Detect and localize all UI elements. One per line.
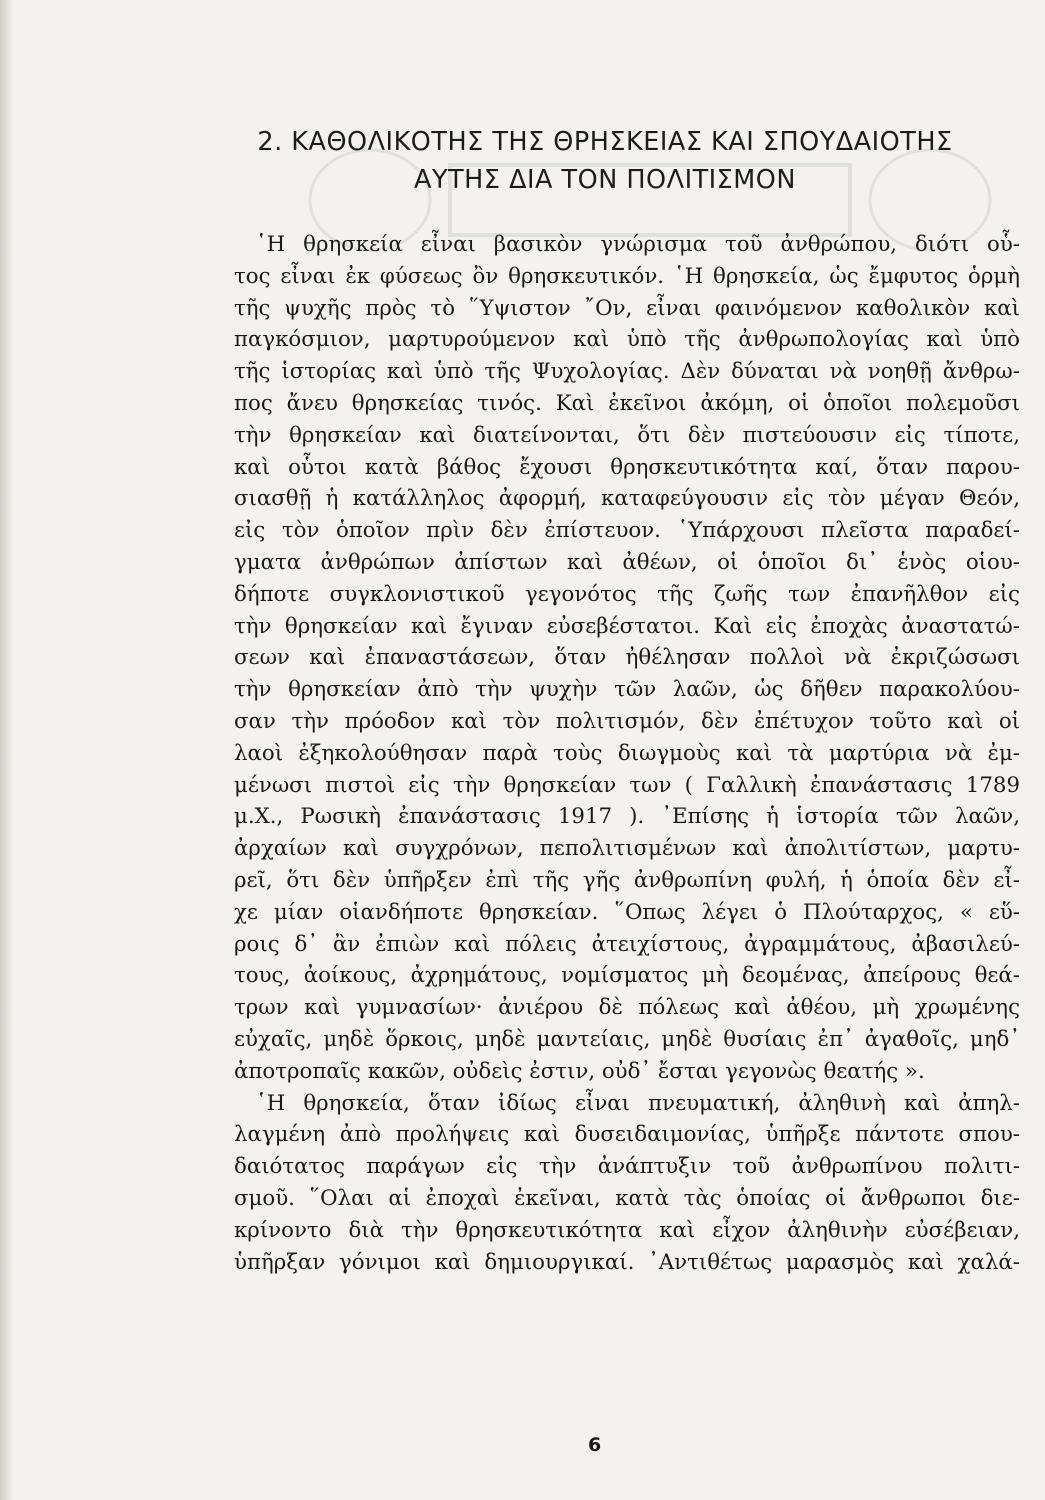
text-line: εὐχαῖς, μηδὲ ὅρκοις, μηδὲ μαντείαις, μηδὲ θυσίαις ἐπ᾽ ἀγαθοῖς, μηδ᾽ bbox=[234, 1026, 1020, 1052]
text-line: τους, ἀοίκους, ἀχρημάτους, νομίσματος μὴ δεομένας, ἀπείρους θεά- bbox=[234, 963, 1020, 989]
text-line: εἰς τὸν ὁποῖον πρὶν δὲν ἐπίστευον. ῾Υπάρχουσι πλεῖστα παραδεί- bbox=[234, 518, 1020, 544]
text-line: τὴν θρησκείαν ἀπὸ τὴν ψυχὴν τῶν λαῶν, ὡς δῆθεν παρακολύου- bbox=[234, 677, 1020, 703]
text-line: ροις δ᾽ ἂν ἐπιὼν καὶ πόλεις ἀτειχίστους, ἀγραμμάτους, ἀβασιλεύ- bbox=[234, 931, 1020, 957]
page-edge-shadow bbox=[0, 0, 14, 1500]
text-line: μένωσι πιστοὶ εἰς τὴν θρησκείαν των ( Γαλλικὴ ἐπανάστασις 1789 bbox=[234, 772, 1020, 798]
text-line: τος εἶναι ἐκ φύσεως ὂν θρησκευτικόν. ῾Η θρησκεία, ὡς ἔμφυτος ὁρμὴ bbox=[234, 263, 1020, 289]
page-number: 6 bbox=[588, 1434, 602, 1456]
text-line: δήποτε συγκλονιστικοῦ γεγονότος τῆς ζωῆς των ἐπανῆλθον εἰς bbox=[234, 581, 1020, 607]
text-line: ἀρχαίων καὶ συγχρόνων, πεπολιτισμένων καὶ ἀπολιτίστων, μαρτυ- bbox=[234, 836, 1020, 862]
text-line: καὶ οὗτοι κατὰ βάθος ἔχουσι θρησκευτικότητα καί, ὅταν παρου- bbox=[234, 454, 1020, 480]
text-line: μ.Χ., Ρωσικὴ ἐπανάστασις 1917 ). ᾿Επίσης ἡ ἱστορία τῶν λαῶν, bbox=[234, 804, 1020, 830]
text-line: τῆς ἱστορίας καὶ ὑπὸ τῆς Ψυχολογίας. Δὲν δύναται νὰ νοηθῇ ἄνθρω- bbox=[234, 359, 1020, 385]
text-line: σαν τὴν πρόοδον καὶ τὸν πολιτισμόν, δὲν ἐπέτυχον τοῦτο καὶ οἱ bbox=[234, 708, 1020, 734]
text-line: ῾Η θρησκεία εἶναι βασικὸν γνώρισμα τοῦ ἀνθρώπου, διότι οὗ- bbox=[256, 232, 1020, 257]
text-line: ῾Η θρησκεία, ὅταν ἰδίως εἶναι πνευματική, ἀληθινὴ καὶ ἀπηλ- bbox=[256, 1090, 1020, 1116]
text-line: χε μίαν οἱανδήποτε θρησκείαν. ῞Οπως λέγει ὁ Πλούταρχος, « εὕ- bbox=[234, 899, 1020, 925]
text-line: ὑπῆρξαν γόνιμοι καὶ δημιουργικαί. ᾿Αντιθέτως μαρασμὸς καὶ χαλά- bbox=[234, 1249, 1020, 1275]
text-line: πος ἄνευ θρησκείας τινός. Καὶ ἐκεῖνοι ἀκόμη, οἱ ὁποῖοι πολεμοῦσι bbox=[234, 390, 1020, 416]
text-line: σμοῦ. ῞Ολαι αἱ ἐποχαὶ ἐκεῖναι, κατὰ τὰς ὁποίας οἱ ἄνθρωποι διε- bbox=[234, 1185, 1020, 1211]
text-line: σεων καὶ ἐπαναστάσεων, ὅταν ἠθέλησαν πολλοὶ νὰ ἐκριζώσωσι bbox=[234, 645, 1020, 671]
text-line: δαιότατος παράγων εἰς τὴν ἀνάπτυξιν τοῦ ἀνθρωπίνου πολιτι- bbox=[234, 1154, 1020, 1180]
text-line: λαοὶ ἐξηκολούθησαν παρὰ τοὺς διωγμοὺς καὶ τὰ μαρτύρια νὰ ἐμ- bbox=[234, 740, 1020, 766]
text-line: λαγμένη ἀπὸ προλήψεις καὶ δυσειδαιμονίας, ὑπῆρξε πάντοτε σπου- bbox=[234, 1122, 1020, 1148]
chapter-heading bbox=[180, 123, 1030, 199]
text-line: ἀποτροπαῖς κακῶν, οὐδεὶς ἐστιν, οὐδ᾽ ἔσται γεγονὼς θεατής ». bbox=[234, 1058, 925, 1084]
heading-line-2: ΑΥΤΗΣ ΔΙΑ ΤΟΝ ΠΟΛΙΤΙΣΜΟΝ bbox=[414, 165, 796, 195]
text-line: ρεῖ, ὅτι δὲν ὑπῆρξεν ἐπὶ τῆς γῆς ἀνθρωπίνη φυλή, ἡ ὁποία δὲν εἶ- bbox=[234, 867, 1020, 893]
text-line: τῆς ψυχῆς πρὸς τὸ ῞Υψιστον ῎Ον, εἶναι φαινόμενον καθολικὸν καὶ bbox=[234, 295, 1020, 321]
text-line: τὴν θρησκείαν καὶ ἔγιναν εὐσεβέστατοι. Καὶ εἰς ἐποχὰς ἀναστατώ- bbox=[234, 613, 1020, 639]
text-line: σιασθῇ ἡ κατάλληλος ἀφορμή, καταφεύγουσιν εἰς τὸν μέγαν Θεόν, bbox=[234, 486, 1020, 512]
text-line: τὴν θρησκείαν καὶ διατείνονται, ὅτι δὲν πιστεύουσιν εἰς τίποτε, bbox=[234, 422, 1020, 448]
text-line: παγκόσμιον, μαρτυρούμενον καὶ ὑπὸ τῆς ἀνθρωπολογίας καὶ ὑπὸ bbox=[234, 327, 1020, 353]
text-line: γματα ἀνθρώπων ἀπίστων καὶ ἀθέων, οἱ ὁποῖοι δι᾽ ἑνὸς οἱου- bbox=[234, 549, 1020, 575]
body-text bbox=[234, 229, 1020, 1278]
text-line: τρων καὶ γυμνασίων· ἀνιέρου δὲ πόλεως καὶ ἀθέου, μὴ χρωμένης bbox=[234, 995, 1020, 1021]
heading-line-1: 2. ΚΑΘΟΛΙΚΟΤΗΣ ΤΗΣ ΘΡΗΣΚΕΙΑΣ ΚΑΙ ΣΠΟΥΔΑΙΟΤΗΣ bbox=[257, 127, 953, 157]
text-line: κρίνοντο διὰ τὴν θρησκευτικότητα καὶ εἶχον ἀληθινὴν εὐσέβειαν, bbox=[234, 1217, 1020, 1243]
